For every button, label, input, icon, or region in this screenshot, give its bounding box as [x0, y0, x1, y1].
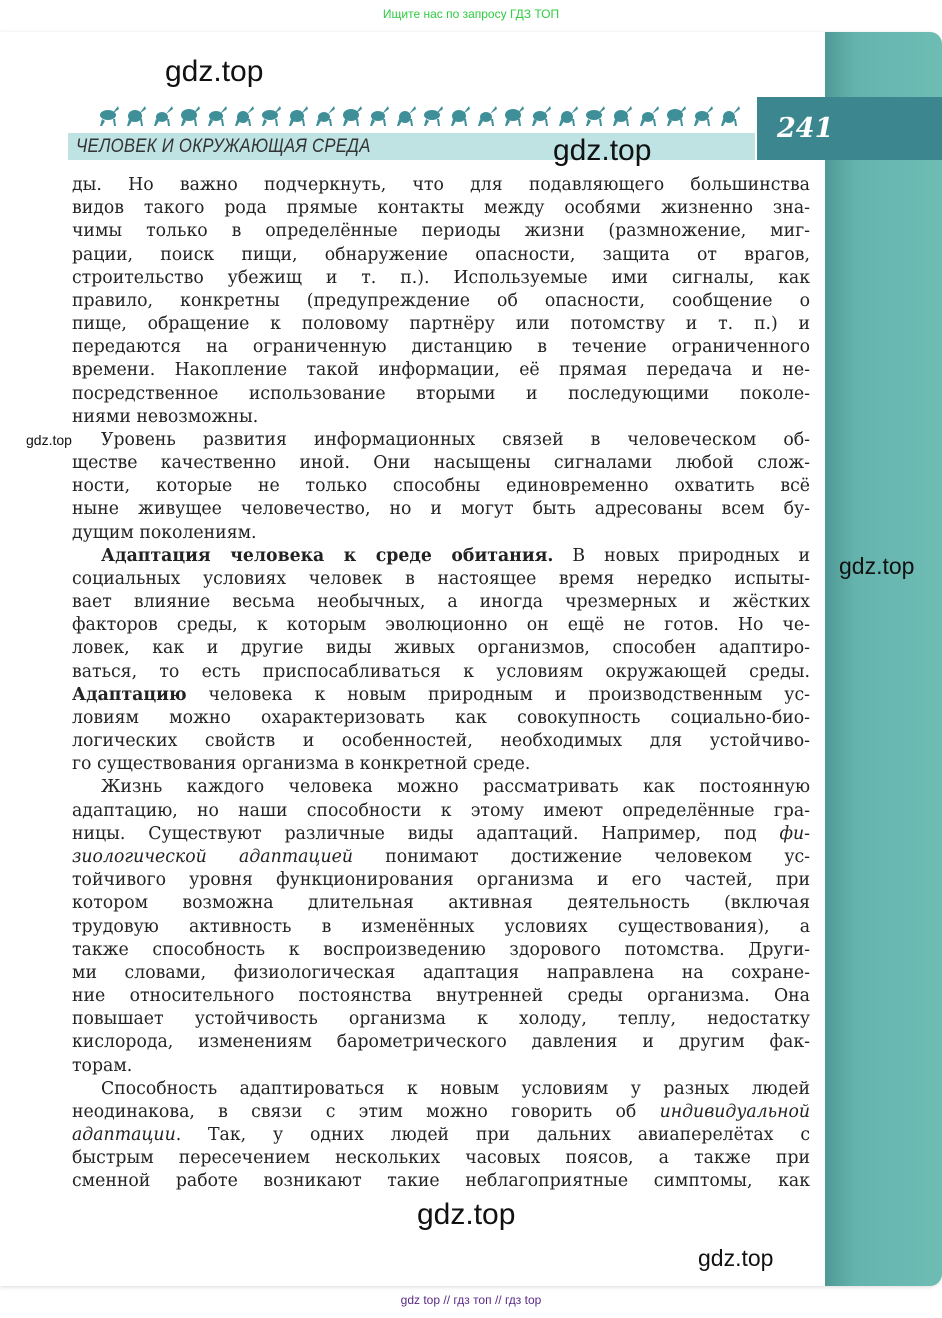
text-line	[72, 892, 810, 915]
bold-term: Адаптацию	[72, 684, 187, 705]
text-run: ловиям можно охарактеризовать как совокупность социально-био-	[72, 707, 810, 728]
text-line	[72, 869, 810, 892]
text-run: Способность адаптироваться к новым условиям у разных людей	[101, 1078, 810, 1099]
animal-silhouette-icon	[154, 106, 173, 126]
text-line	[72, 1124, 810, 1147]
text-run: также способность к воспроизведению здорового потомства. Други-	[72, 939, 810, 960]
text-line	[72, 220, 810, 243]
text-line	[72, 637, 810, 660]
text-run: видов такого рода прямые контакты между особями жизненно зна-	[72, 198, 810, 219]
animal-silhouette-icon	[505, 106, 524, 126]
italic-term: адаптации	[72, 1125, 176, 1146]
watermark: gdz.top	[839, 553, 915, 579]
footer-separator: //	[494, 1293, 502, 1307]
text-run: го существования организма в конкретной среде.	[72, 754, 531, 775]
page-number: 241	[777, 113, 834, 144]
text-line	[72, 406, 810, 429]
text-run: неодинакова, в связи с этим можно говорить об	[72, 1101, 660, 1122]
text-line	[72, 939, 810, 962]
text-run: ности, которые не только способны единовременно охватить всё	[72, 476, 810, 497]
text-run: понимают достижение человеком ус-	[352, 846, 810, 867]
text-run: трудовую активность в изменённых условиях существования), а	[72, 916, 810, 937]
animal-silhouette-icon	[532, 106, 551, 126]
animal-silhouette-icon	[721, 106, 740, 126]
watermark: gdz.top	[553, 134, 652, 167]
text-run: рации, поиск пищи, обнаружение опасности, защита от врагов,	[72, 244, 810, 265]
text-run: ды. Но важно подчеркнуть, что для подавляющего большинства	[72, 175, 810, 195]
text-run: ниями невозможны.	[72, 406, 259, 427]
text-run: адаптацию, но наши способности к этому имеют определённые гра-	[72, 800, 810, 821]
text-line	[72, 545, 810, 568]
text-run: ние относительного постоянства внутренней среды организма. Она	[72, 986, 810, 1007]
animal-silhouette-icon	[451, 106, 470, 126]
animal-silhouette-icon	[586, 106, 605, 126]
text-line	[72, 475, 810, 498]
text-run: котором возможна длительная активная деятельность (включая	[72, 893, 810, 914]
animal-silhouette-icon	[289, 106, 308, 126]
italic-term: индивидуальной	[659, 1101, 810, 1122]
body-text	[72, 174, 810, 1194]
text-line	[72, 429, 810, 452]
text-run: ми словами, физиологическая адаптация направлена на сохране-	[72, 962, 810, 983]
animal-silhouette-icon	[343, 106, 362, 126]
section-title: ЧЕЛОВЕК И ОКРУЖАЮЩАЯ СРЕДА	[76, 136, 371, 157]
watermark: gdz.top	[698, 1245, 774, 1271]
text-run: ныне живущее человечество, но и могут быть адресованы всем бу-	[72, 499, 810, 520]
text-run: дущим поколениям.	[72, 522, 257, 543]
text-line	[72, 962, 810, 985]
text-line	[72, 614, 810, 637]
section-header-band	[68, 133, 755, 160]
text-run: быстрым пересечением нескольких часовых поясов, а также при	[72, 1148, 810, 1169]
watermark: gdz.top	[165, 55, 264, 88]
footer-links	[0, 1293, 942, 1307]
text-line	[72, 753, 810, 776]
animal-silhouette-icon	[478, 106, 497, 126]
text-run: чимы только в определённые периоды жизни (размножение, миг-	[72, 221, 810, 242]
animal-silhouette-icon	[397, 106, 416, 126]
text-run: ществе качественно иной. Они насыщены сигналами любой слож-	[72, 453, 810, 474]
animal-silhouette-icon	[208, 106, 227, 126]
text-line	[72, 916, 810, 939]
italic-term: фи-	[779, 823, 810, 844]
animal-silhouette-icon	[424, 106, 443, 126]
text-line	[72, 707, 810, 730]
text-run: человека к новым природным и производственным ус-	[186, 684, 810, 705]
animal-silhouette-icon	[667, 106, 686, 126]
text-line	[72, 452, 810, 475]
text-line	[72, 244, 810, 267]
footer-link[interactable]: гдз топ	[453, 1293, 492, 1307]
text-line	[72, 336, 810, 359]
text-line	[72, 661, 810, 684]
text-run: ницы. Существуют различные виды адаптаций. Например, под	[72, 823, 780, 844]
text-line	[72, 290, 810, 313]
text-run: кислорода, изменениям барометрического давления и другим фак-	[72, 1032, 810, 1053]
search-hint-banner: Ищите нас по запросу ГДЗ ТОП	[382, 7, 560, 21]
animal-silhouette-icon	[613, 106, 632, 126]
text-line	[72, 383, 810, 406]
text-run: передаются на ограниченную дистанцию в течение ограниченного	[72, 337, 810, 358]
animal-silhouette-icon	[694, 106, 713, 126]
text-run: ловек, как и другие виды живых организмов, способен адаптиро-	[72, 638, 810, 659]
text-line	[72, 823, 810, 846]
text-run: тойчивого уровня функционирования организма и его частей, при	[72, 870, 810, 891]
watermark: gdz.top	[417, 1198, 516, 1231]
animal-silhouette-icon	[100, 106, 119, 126]
animal-silhouette-icon	[235, 106, 254, 126]
text-line	[72, 1101, 810, 1124]
text-run: Уровень развития информационных связей в человеческом об-	[101, 429, 810, 450]
text-line	[72, 1031, 810, 1054]
animal-silhouettes-ornament	[100, 100, 750, 128]
text-run: логических свойств и особенностей, необходимых для устойчиво-	[72, 731, 810, 752]
bold-term: Адаптация человека к среде обитания.	[101, 545, 554, 566]
text-run: строительство убежищ и т. п.). Используемые ими сигналы, как	[72, 267, 810, 288]
page-number-box	[757, 97, 942, 160]
animal-silhouette-icon	[316, 106, 335, 126]
page-edge-strip	[825, 32, 942, 1286]
text-line	[72, 800, 810, 823]
text-line	[72, 568, 810, 591]
footer-link[interactable]: гдз top	[504, 1293, 542, 1307]
text-line	[72, 1008, 810, 1031]
text-line	[72, 591, 810, 614]
footer-separator: //	[443, 1293, 451, 1307]
text-line	[72, 522, 810, 545]
text-line	[72, 313, 810, 336]
text-run: вает влияние весьма необычных, а иногда чрезмерных и жёстких	[72, 592, 810, 613]
text-run: правило, конкретны (предупреждение об опасности, сообщение о	[72, 290, 810, 311]
text-line	[72, 267, 810, 290]
text-run: ваться, то есть приспосабливаться к условиям окружающей среды.	[72, 661, 810, 682]
text-run: В новых природных и	[553, 545, 810, 566]
text-run: торам.	[72, 1055, 133, 1076]
animal-silhouette-icon	[127, 106, 146, 126]
text-line	[72, 1055, 810, 1078]
animal-silhouette-icon	[559, 106, 578, 126]
text-run: времени. Накопление такой информации, её прямая передача и не-	[72, 360, 810, 381]
text-run: . Так, у одних людей при дальних авиаперелётах с	[175, 1125, 810, 1146]
italic-term: зиологической адаптацией	[72, 846, 353, 867]
text-line	[72, 730, 810, 753]
text-run: социальных условиях человек в настоящее время нередко испыты-	[72, 568, 810, 589]
text-line	[72, 846, 810, 869]
text-line	[72, 1078, 810, 1101]
text-run: посредственное использование вторыми и последующими поколе-	[72, 383, 810, 404]
text-run: Жизнь каждого человека можно рассматривать как постоянную	[101, 777, 810, 798]
animal-silhouette-icon	[181, 106, 200, 126]
watermark: gdz.top	[26, 432, 72, 448]
text-run: факторов среды, к которым эволюционно он ещё не готов. Но че-	[72, 615, 810, 636]
text-line	[72, 174, 810, 197]
animal-silhouette-icon	[262, 106, 281, 126]
text-run: пище, обращение к половому партнёру или потомству и т. п.) и	[72, 314, 810, 335]
text-line	[72, 498, 810, 521]
text-line	[72, 985, 810, 1008]
footer-link[interactable]: gdz top	[400, 1293, 441, 1307]
animal-silhouette-icon	[640, 106, 659, 126]
text-line	[72, 359, 810, 382]
text-line	[72, 684, 810, 707]
text-line	[72, 776, 810, 799]
text-run: сменной работе возникают такие неблагоприятные симптомы, как	[72, 1171, 810, 1192]
text-line	[72, 197, 810, 220]
text-line	[72, 1170, 810, 1193]
text-run: повышает устойчивость организма к холоду, теплу, недостатку	[72, 1009, 810, 1030]
animal-silhouette-icon	[370, 106, 389, 126]
text-line	[72, 1147, 810, 1170]
